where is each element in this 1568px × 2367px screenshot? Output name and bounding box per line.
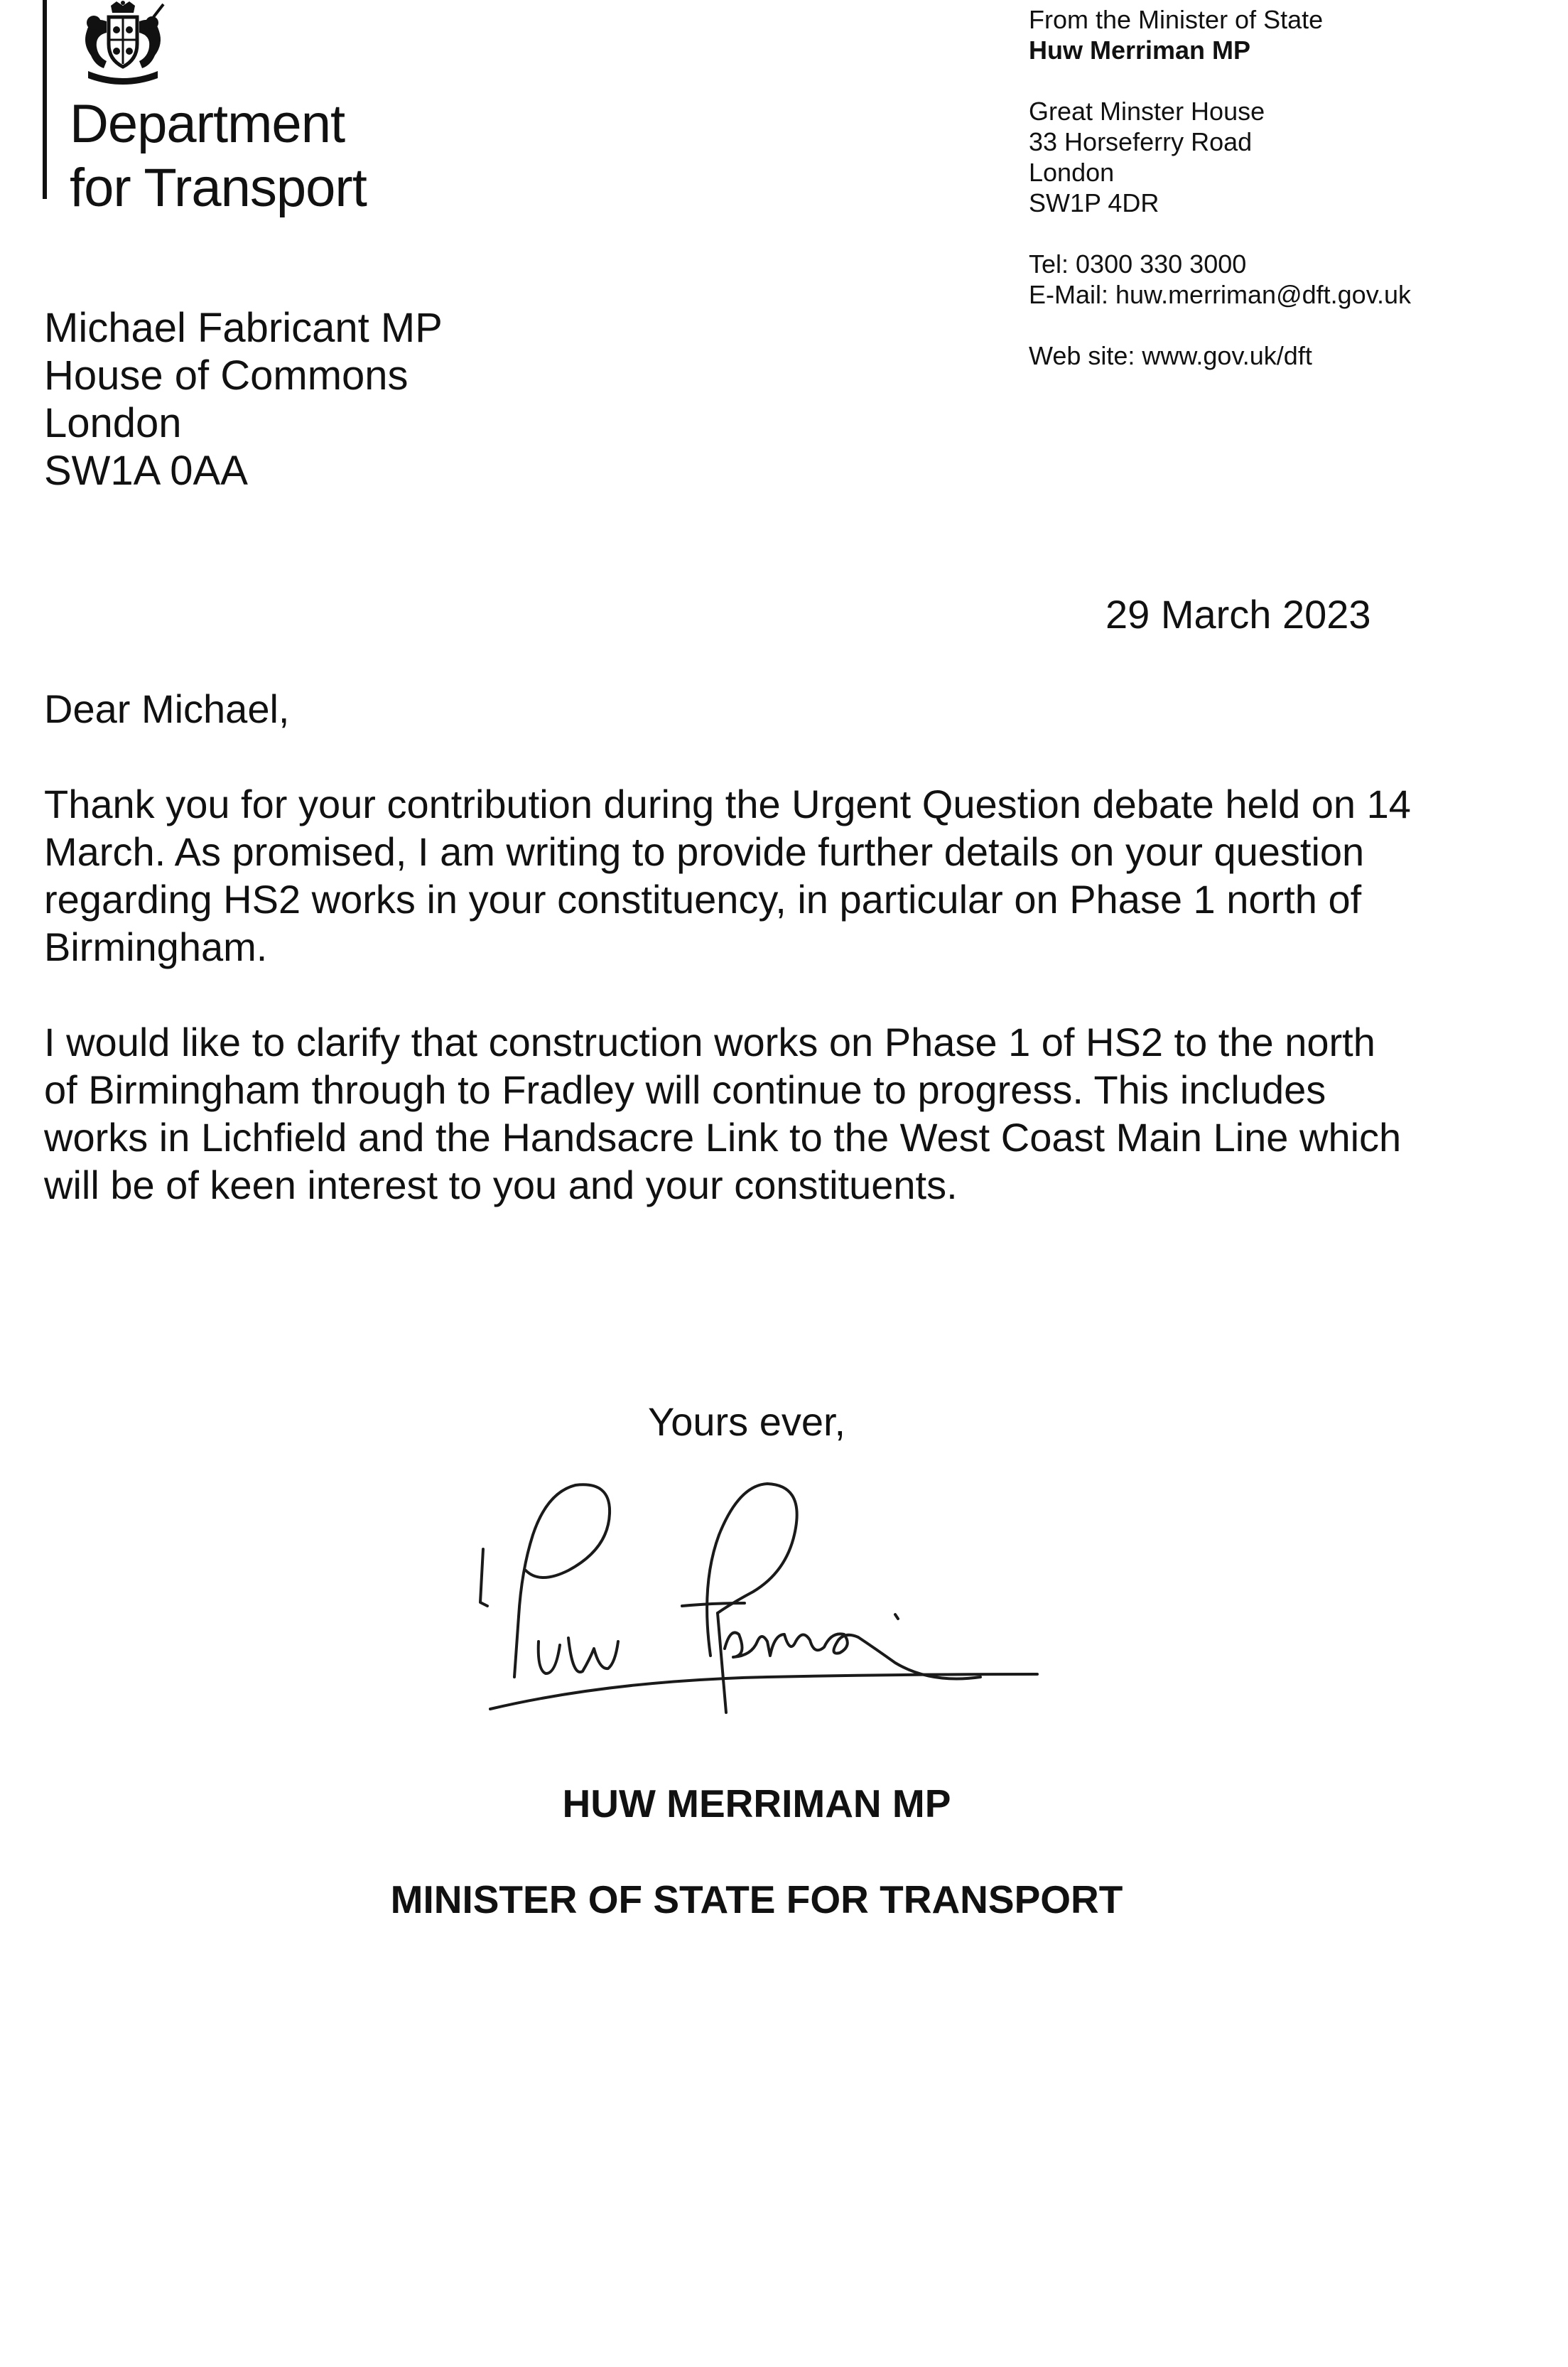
signatory-name: HUW MERRIMAN MP xyxy=(562,1781,951,1826)
sender-address-line: London xyxy=(1029,158,1115,187)
recipient-address xyxy=(44,304,443,495)
sender-name: Huw Merriman MP xyxy=(1029,36,1251,65)
sender-website: Web site: www.gov.uk/dft xyxy=(1029,341,1312,370)
recipient-line: House of Commons xyxy=(44,352,409,399)
body-paragraph-1 xyxy=(44,780,1522,971)
paragraph-line: works in Lichfield and the Handsacre Link to the West Coast Main Line which xyxy=(44,1115,1402,1160)
department-logo-text xyxy=(70,92,367,220)
recipient-line: SW1A 0AA xyxy=(44,448,248,494)
sender-email: E-Mail: huw.merriman@dft.gov.uk xyxy=(1029,280,1412,309)
sender-details xyxy=(1029,4,1411,371)
department-name-line1: Department xyxy=(70,94,345,154)
paragraph-line: I would like to clarify that construction works on Phase 1 of HS2 to the north xyxy=(44,1020,1375,1064)
paragraph-line: Birmingham. xyxy=(44,924,268,969)
signatory-title: MINISTER OF STATE FOR TRANSPORT xyxy=(390,1877,1123,1921)
letter-date: 29 March 2023 xyxy=(1105,592,1371,637)
body-paragraph-2 xyxy=(44,1018,1522,1209)
sender-telephone: Tel: 0300 330 3000 xyxy=(1029,249,1247,279)
royal-coat-of-arms-icon xyxy=(70,0,176,85)
paragraph-line: of Birmingham through to Fradley will continue to progress. This includes xyxy=(44,1067,1326,1112)
paragraph-line: March. As promised, I am writing to provide further details on your question xyxy=(44,829,1365,874)
sender-address-line: 33 Horseferry Road xyxy=(1029,127,1253,156)
department-name-line2: for Transport xyxy=(70,158,367,218)
paragraph-line: will be of keen interest to you and your constituents. xyxy=(44,1163,958,1207)
handwritten-signature xyxy=(469,1464,1080,1727)
paragraph-line: Thank you for your contribution during the Urgent Question debate held on 14 xyxy=(44,782,1411,826)
salutation: Dear Michael, xyxy=(44,686,290,731)
spacer xyxy=(1029,218,1411,249)
sender-address-line: Great Minster House xyxy=(1029,97,1265,126)
paragraph-line: regarding HS2 works in your constituency, in particular on Phase 1 north of xyxy=(44,877,1362,922)
closing-line: Yours ever, xyxy=(648,1399,846,1444)
sender-address-line: SW1P 4DR xyxy=(1029,188,1159,217)
sender-from-line: From the Minister of State xyxy=(1029,5,1324,34)
spacer xyxy=(1029,65,1411,96)
spacer xyxy=(1029,310,1411,340)
recipient-line: Michael Fabricant MP xyxy=(44,305,443,351)
recipient-line: London xyxy=(44,400,182,446)
logo-divider-line xyxy=(43,0,47,199)
